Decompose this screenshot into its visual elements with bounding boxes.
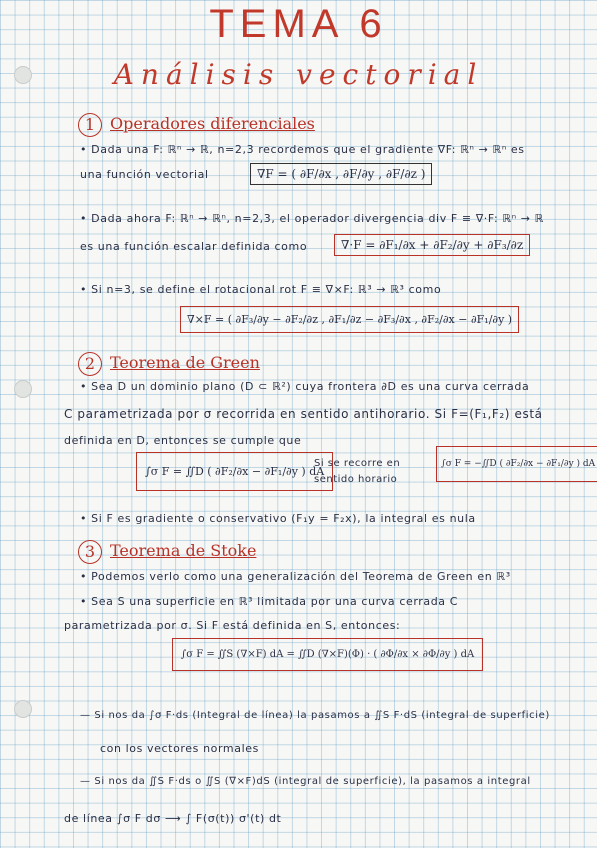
- text-line: • Sea D un dominio plano (D ⊂ ℝ²) cuya frontera ∂D es una curva cerrada: [80, 380, 530, 393]
- text-line: es una función escalar definida como: [80, 240, 308, 253]
- formula-gradient: ∇F = ( ∂F/∂x , ∂F/∂y , ∂F/∂z ): [250, 163, 432, 185]
- text-line: C parametrizada por σ recorrida en sentido antihorario. Si F=(F₁,F₂) está: [64, 407, 543, 421]
- formula-green-clockwise: ∫σ F = −∬D ( ∂F₂/∂x − ∂F₁/∂y ) dA: [436, 446, 597, 482]
- binder-hole: [14, 700, 32, 718]
- section-heading: Teorema de Stoke: [110, 541, 257, 560]
- binder-hole: [14, 380, 32, 398]
- text-line: • Podemos verlo como una generalización del Teorema de Green en ℝ³: [80, 570, 511, 583]
- formula-stokes: ∫σ F = ∬S (∇×F) dA = ∬D (∇×F)(Φ) · ( ∂Φ/∂x × ∂Φ/∂y ) dA: [172, 638, 483, 671]
- formula-divergence: ∇·F = ∂F₁/∂x + ∂F₂/∂y + ∂F₃/∂z: [334, 234, 530, 256]
- text-line: una función vectorial: [80, 168, 209, 181]
- text-line: • Dada ahora F: ℝⁿ → ℝⁿ, n=2,3, el operador divergencia div F ≡ ∇·F: ℝⁿ → ℝ: [80, 212, 544, 225]
- section-heading: Operadores diferenciales: [110, 114, 315, 133]
- page-title: TEMA 6: [209, 2, 388, 46]
- text-line: • Si n=3, se define el rotacional rot F ≡ ∇×F: ℝ³ → ℝ³ como: [80, 283, 442, 296]
- text-line: • Dada una F: ℝⁿ → ℝ, n=2,3 recordemos que el gradiente ∇F: ℝⁿ → ℝⁿ es: [80, 143, 525, 156]
- text-line: — Si nos da ∬S F·ds o ∬S (∇×F)dS (integral de superficie), la pasamos a integral: [80, 776, 531, 787]
- note: sentido horario: [314, 474, 398, 485]
- text-line: — Si nos da ∫σ F·ds (Integral de línea) la pasamos a ∬S F·dS (integral de superficie): [80, 710, 550, 721]
- section-heading: Teorema de Green: [110, 353, 260, 372]
- formula-curl: ∇×F = ( ∂F₃/∂y − ∂F₂/∂z , ∂F₁/∂z − ∂F₃/∂x , ∂F₂/∂x − ∂F₁/∂y ): [180, 306, 519, 333]
- section-number: 1: [78, 113, 102, 137]
- text-line: con los vectores normales: [100, 742, 259, 755]
- note: Si se recorre en: [314, 458, 401, 469]
- section-number: 3: [78, 540, 102, 564]
- text-line: • Sea S una superficie en ℝ³ limitada por una curva cerrada C: [80, 595, 459, 608]
- text-line: parametrizada por σ. Si F está definida en S, entonces:: [64, 619, 401, 632]
- section-number: 2: [78, 352, 102, 376]
- text-line: • Si F es gradiente o conservativo (F₁y = F₂x), la integral es nula: [80, 512, 476, 525]
- text-line: de línea ∫σ F dσ ⟶ ∫ F(σ(t)) σ'(t) dt: [64, 812, 282, 825]
- page-subtitle: Análisis vectorial: [113, 58, 484, 91]
- text-line: definida en D, entonces se cumple que: [64, 434, 302, 447]
- formula-green: ∫σ F = ∬D ( ∂F₂/∂x − ∂F₁/∂y ) dA: [136, 452, 333, 491]
